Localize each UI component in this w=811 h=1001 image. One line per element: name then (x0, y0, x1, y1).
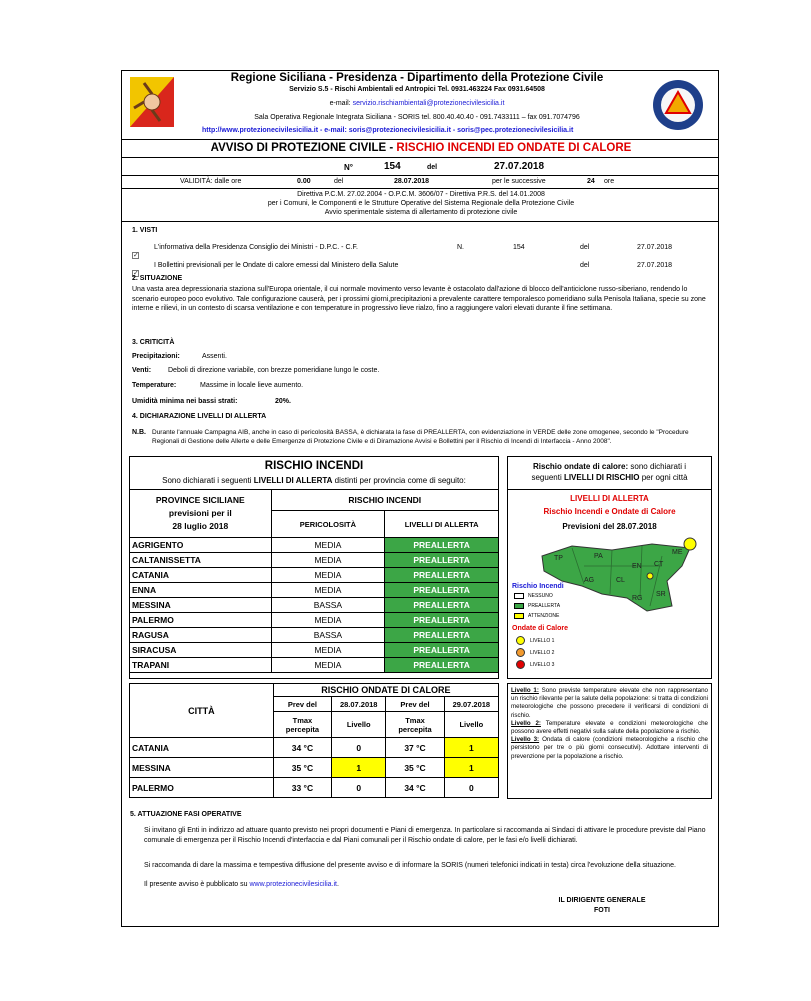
legend-swatch-preallerta (514, 603, 524, 609)
header-links (202, 127, 672, 134)
incendi-col-prov (130, 490, 272, 538)
tmax-1: 33 °C (273, 778, 331, 798)
situazione-heading: 2. SITUAZIONE (132, 275, 183, 282)
ondate-prev-1: Prev del (273, 697, 331, 712)
map-liv-title: LIVELLI DI ALLERTA (570, 494, 649, 503)
table-row (130, 758, 499, 778)
livello-1: 0 (332, 738, 386, 758)
map-label: ME (672, 549, 683, 556)
livello-allerta: PREALLERTA (385, 553, 499, 568)
firma-line1: IL DIRIGENTE GENERALE (558, 897, 646, 904)
avviso-title (122, 142, 720, 154)
incendi-subtitle-c: distinti per provincia come di seguito: (332, 476, 466, 485)
city-name: PALERMO (130, 778, 274, 798)
livello-allerta: PREALLERTA (385, 583, 499, 598)
pericolosita: BASSA (271, 598, 385, 613)
legend-inc-title: Rischio Incendi (512, 583, 564, 590)
tmax-2: 35 °C (386, 758, 444, 778)
livello-allerta: PREALLERTA (385, 568, 499, 583)
tmax-2: 37 °C (386, 738, 444, 758)
table-row (130, 538, 499, 553)
legend-preallerta: PREALLERTA (528, 603, 561, 609)
livello-allerta: PREALLERTA (385, 598, 499, 613)
livello-allerta: PREALLERTA (385, 658, 499, 673)
ondate-prev-2: Prev del (386, 697, 444, 712)
map-label: PA (594, 553, 603, 560)
livello-2-desc: Temperature elevate e condizioni meteorologiche che possono avere effetti negativi sulla salute della popolazione a rischio. (511, 719, 708, 736)
map-label: AG (584, 577, 595, 584)
directive-2: per i Comuni, le Componenti e le Strutture Operative del Sistema Regionale della Protezione Civile (267, 200, 575, 207)
visti-item-1-del: del (580, 244, 590, 251)
incendi-table (129, 489, 499, 673)
pericolosita: MEDIA (271, 613, 385, 628)
ondate-box-title-b: sono dichiarati i (628, 462, 686, 471)
province-name: CALTANISSETTA (130, 553, 272, 568)
livello-2: 0 (444, 778, 498, 798)
incendi-col-risk: RISCHIO INCENDI (271, 490, 498, 511)
visti-item-1-n: N. (457, 244, 464, 251)
visti-item-2-date: 27.07.2018 (637, 262, 673, 269)
dichiarazione-heading: 4. DICHIARAZIONE LIVELLI DI ALLERTA (132, 413, 267, 420)
header-sala: Sala Operativa Regionale Integrata Siciliana - SORIS tel. 800.40.40.40 - 091.7433111 – fax 091.7074796 (254, 114, 580, 121)
livello-1: 0 (332, 778, 386, 798)
validity-hour: 0.00 (297, 178, 311, 185)
attuazione-p1: Si invitano gli Enti in indirizzo ad attuare quanto previsto nei propri documenti e Piani di emergenza. In particolare si raccomanda ai Sindaci di attivare le procedure previste dal Piano comunale di emergenza per il Rischio Incendi d'interfaccia e dal Piani comunali per il Rischio ondate di calore, per le fasi e/o livelli dichiarati. (144, 827, 706, 844)
validity-date: 28.07.2018 (394, 178, 430, 185)
pericolosita: BASSA (271, 628, 385, 643)
incendi-col-prev1: previsioni per il (168, 508, 232, 518)
incendi-title: RISCHIO INCENDI (264, 460, 364, 472)
site-link[interactable]: http://www.protezionecivilesicilia.it (202, 127, 319, 134)
temp-value: Massime in locale lieve aumento. (200, 382, 304, 389)
ondate-title: RISCHIO ONDATE DI CALORE (273, 684, 498, 697)
header-title: Regione Siciliana - Presidenza - Dipartimento della Protezione Civile (230, 72, 604, 84)
table-row (130, 628, 499, 643)
livello-allerta: PREALLERTA (385, 643, 499, 658)
messina-marker-icon (684, 538, 696, 550)
visti-item-2-del: del (580, 262, 590, 269)
province-name: TRAPANI (130, 658, 272, 673)
catania-marker-icon (647, 573, 653, 579)
pericolosita: MEDIA (271, 643, 385, 658)
avviso-label: AVVISO DI PROTEZIONE CIVILE - (210, 142, 397, 154)
legend-liv2: LIVELLO 2 (530, 650, 555, 656)
umid-label: Umidità minima nei bassi strati: (132, 398, 238, 405)
livello-allerta: PREALLERTA (385, 628, 499, 643)
table-row (130, 553, 499, 568)
pericolosita: MEDIA (271, 658, 385, 673)
incendi-col-liv: LIVELLI DI ALLERTA (385, 511, 499, 538)
province-name: ENNA (130, 583, 272, 598)
visti-check-1[interactable]: ✓ (133, 252, 139, 259)
province-name: MESSINA (130, 598, 272, 613)
validity-label: VALIDITÀ: dalle ore (180, 178, 242, 185)
email-label: e-mail: (329, 100, 351, 107)
validity-hours: 24 (587, 178, 595, 185)
directive-3: Avvio sperimentale sistema di allertamento di protezione civile (324, 209, 518, 216)
table-row (130, 658, 499, 673)
table-row (130, 613, 499, 628)
pericolosita: MEDIA (271, 553, 385, 568)
map-liv-sub: Rischio Incendi e Ondate di Calore (543, 507, 676, 516)
prec-value: Assenti. (202, 353, 227, 360)
legend-swatch-attenzione (514, 613, 524, 619)
pericolosita: MEDIA (271, 583, 385, 598)
venti-label: Venti: (132, 367, 152, 374)
tmax-2: 34 °C (386, 778, 444, 798)
ondate-livello-2: Livello (444, 712, 498, 738)
attuazione-p2: Si raccomanda di dare la massima e tempestiva diffusione del presente avviso e di informare la SORIS (numeri telefonici indicati in testa) circa l'evoluzione della situazione. (144, 862, 676, 869)
email-link[interactable]: servizio.rischiambientali@protezionecivilesicilia.it (352, 100, 505, 107)
avviso-risk: RISCHIO INCENDI ED ONDATE DI CALORE (396, 142, 632, 154)
ondate-tmax-1: Tmax percepita (273, 712, 331, 738)
incendi-col-per: PERICOLOSITÀ (271, 511, 385, 538)
table-row (130, 778, 499, 798)
attuazione-heading: 5. ATTUAZIONE FASI OPERATIVE (130, 811, 242, 818)
livello-2: 1 (444, 758, 498, 778)
firma-line2: FOTI (594, 907, 610, 914)
avviso-del-label: del (427, 164, 438, 171)
ondate-livello-1: Livello (332, 712, 386, 738)
table-row (130, 643, 499, 658)
tmax-1: 34 °C (273, 738, 331, 758)
table-row (130, 738, 499, 758)
avviso-number: 154 (384, 161, 401, 172)
legend-attenzione: ATTENZIONE (528, 613, 560, 619)
visti-item-1-num: 154 (513, 244, 525, 251)
visti-item-1: L'informativa della Presidenza Consiglio dei Ministri - D.P.C. - C.F. (154, 244, 358, 251)
ondate-col-citta: CITTÀ (130, 684, 274, 738)
livello-allerta: PREALLERTA (385, 613, 499, 628)
tmax-1: 35 °C (273, 758, 331, 778)
table-row (130, 568, 499, 583)
ondate-table (129, 683, 499, 798)
incendi-col-prev2: 28 luglio 2018 (172, 521, 229, 531)
province-name: SIRACUSA (130, 643, 272, 658)
table-row (130, 598, 499, 613)
incendi-subtitle-a: Sono dichiarati i seguenti (162, 476, 254, 485)
umid-value: 20%. (275, 398, 291, 405)
livello-3-icon (516, 660, 525, 669)
ondate-box-title-a: Rischio ondate di calore: (533, 462, 629, 471)
ondate-box-title-e: per ogni città (639, 473, 688, 482)
ondate-date-2: 29.07.2018 (444, 697, 498, 712)
livello-3-desc: Ondata di calore (condizioni meteorologiche a rischio che persistono per tre o più giorni consecutivi). Adottare interventi di prevenzione per la popolazione a rischio. (511, 736, 708, 760)
prec-label: Precipitazioni: (132, 353, 180, 360)
validity-ore: ore (604, 178, 615, 185)
province-name: CATANIA (130, 568, 272, 583)
visti-item-1-date: 27.07.2018 (637, 244, 673, 251)
legend-liv1: LIVELLO 1 (530, 638, 555, 644)
province-name: PALERMO (130, 613, 272, 628)
incendi-col-prov-label: PROVINCE SICILIANE (155, 495, 245, 505)
pericolosita: MEDIA (271, 568, 385, 583)
directive-1: Direttiva P.C.M. 27.02.2004 - O.P.C.M. 3606/07 - Direttiva P.R.S. del 14.01.2008 (297, 191, 545, 198)
province-name: RAGUSA (130, 628, 272, 643)
validity-per: per le successive (492, 178, 546, 185)
header-email-line (182, 100, 652, 107)
livello-2: 1 (444, 738, 498, 758)
email-links[interactable]: - e-mail: soris@protezionecivilesicilia.it - soris@pec.protezionecivilesicilia.it (318, 127, 574, 134)
attuazione-p3-end: . (336, 881, 339, 888)
attuazione-p3 (144, 881, 339, 888)
visti-check-2[interactable]: ✓ (133, 270, 139, 277)
regione-siciliana-logo (130, 77, 174, 127)
venti-value: Deboli di direzione variabile, con brezze pomeridiane lungo le coste. (168, 367, 380, 374)
ondate-box-title-c: seguenti (531, 473, 564, 482)
livello-1-label: Livello 1: (511, 687, 539, 694)
map-label: CT (654, 561, 664, 568)
legend-ond-title: Ondate di Calore (512, 625, 569, 632)
city-name: CATANIA (130, 738, 274, 758)
livello-1-icon (516, 636, 525, 645)
livello-2-label: Livello 2: (511, 719, 541, 727)
ondate-date-1: 28.07.2018 (332, 697, 386, 712)
criticita-heading: 3. CRITICITÀ (132, 339, 175, 346)
attuazione-p3-text: Il presente avviso è pubblicato su (144, 881, 250, 888)
livello-1: 1 (332, 758, 386, 778)
map-label: TP (554, 555, 563, 562)
incendi-subtitle (129, 476, 499, 485)
ondate-box-title-d: LIVELLI DI RISCHIO (563, 473, 640, 482)
livello-1-desc: Sono previste temperature elevate che non rappresentano un rischio rilevante per la salute della popolazione: si tratta di condizioni meteorologiche che possono precedere il verificarsi di condizioni di rischio. (511, 687, 708, 719)
map-prev: Previsioni del 28.07.2018 (562, 522, 657, 531)
legend-liv3: LIVELLO 3 (530, 662, 555, 668)
livello-2-icon (516, 648, 525, 657)
attuazione-link[interactable]: www.protezionecivilesicilia.it (249, 881, 337, 888)
pericolosita: MEDIA (271, 538, 385, 553)
map-label: CL (616, 577, 625, 584)
visti-item-2: I Bollettini previsionali per le Ondate di calore emessi dal Ministero della Salute (154, 262, 399, 269)
city-name: MESSINA (130, 758, 274, 778)
situazione-text: Una vasta area depressionaria staziona sull'Europa orientale, il cui normale movimento verso levante è ostacolato dall'azione di blocco dell'anticiclone russo-siberiano, rendendo lo scenario europeo poco evolutivo. Tale configurazione causerà, per i prossimi giorni,precipitazioni a prevalente carattere temporalesco pomeridiano sulla Penisola Italiana, specie su zone interne e rilievi, in un contesto di scarsa ventilazione e con temperature in progressivo lieve rialzo, fino a raggiungere valori elevati durante il fine settimana. (132, 286, 706, 312)
header-service: Servizio S.5 - Rischi Ambientali ed Antropici Tel. 0931.463224 Fax 0931.64508 (289, 86, 545, 93)
nb-text: Durante l'annuale Campagna AIB, anche in caso di pericolosità BASSA, è dichiarata la fase di PREALLERTA, con evidenziazione in VERDE delle zone omogenee, secondo le "Procedure Regionali di Gestione delle Allerte e delle Emergenze di Protezione Civile e di Diramazione Avvisi e Bollettini per il Rischio di Incendi di Interfaccia - Anno 2008". (152, 429, 689, 445)
table-row (130, 583, 499, 598)
avviso-n-label: N° (344, 163, 353, 172)
incendi-subtitle-b: LIVELLI DI ALLERTA (253, 476, 333, 485)
livello-3-label: Livello 3: (511, 736, 540, 744)
map-label: RG (632, 595, 643, 602)
visti-heading: 1. VISTI (132, 227, 158, 234)
livello-allerta: PREALLERTA (385, 538, 499, 553)
avviso-date: 27.07.2018 (494, 161, 545, 172)
protezione-civile-logo (652, 79, 704, 131)
legend-nessuno: NESSUNO (528, 593, 553, 599)
map-label: SR (656, 591, 666, 598)
legend-swatch-nessuno (514, 593, 524, 599)
province-name: AGRIGENTO (130, 538, 272, 553)
map-label: EN (632, 563, 642, 570)
ondate-tmax-2: Tmax percepita (386, 712, 444, 738)
bulletin-frame (121, 70, 719, 927)
temp-label: Temperature: (132, 382, 177, 389)
ondate-box-title (507, 461, 712, 483)
validity-del: del (334, 178, 344, 185)
livelli-desc-box (507, 683, 712, 799)
nb-label: N.B. (132, 429, 146, 436)
